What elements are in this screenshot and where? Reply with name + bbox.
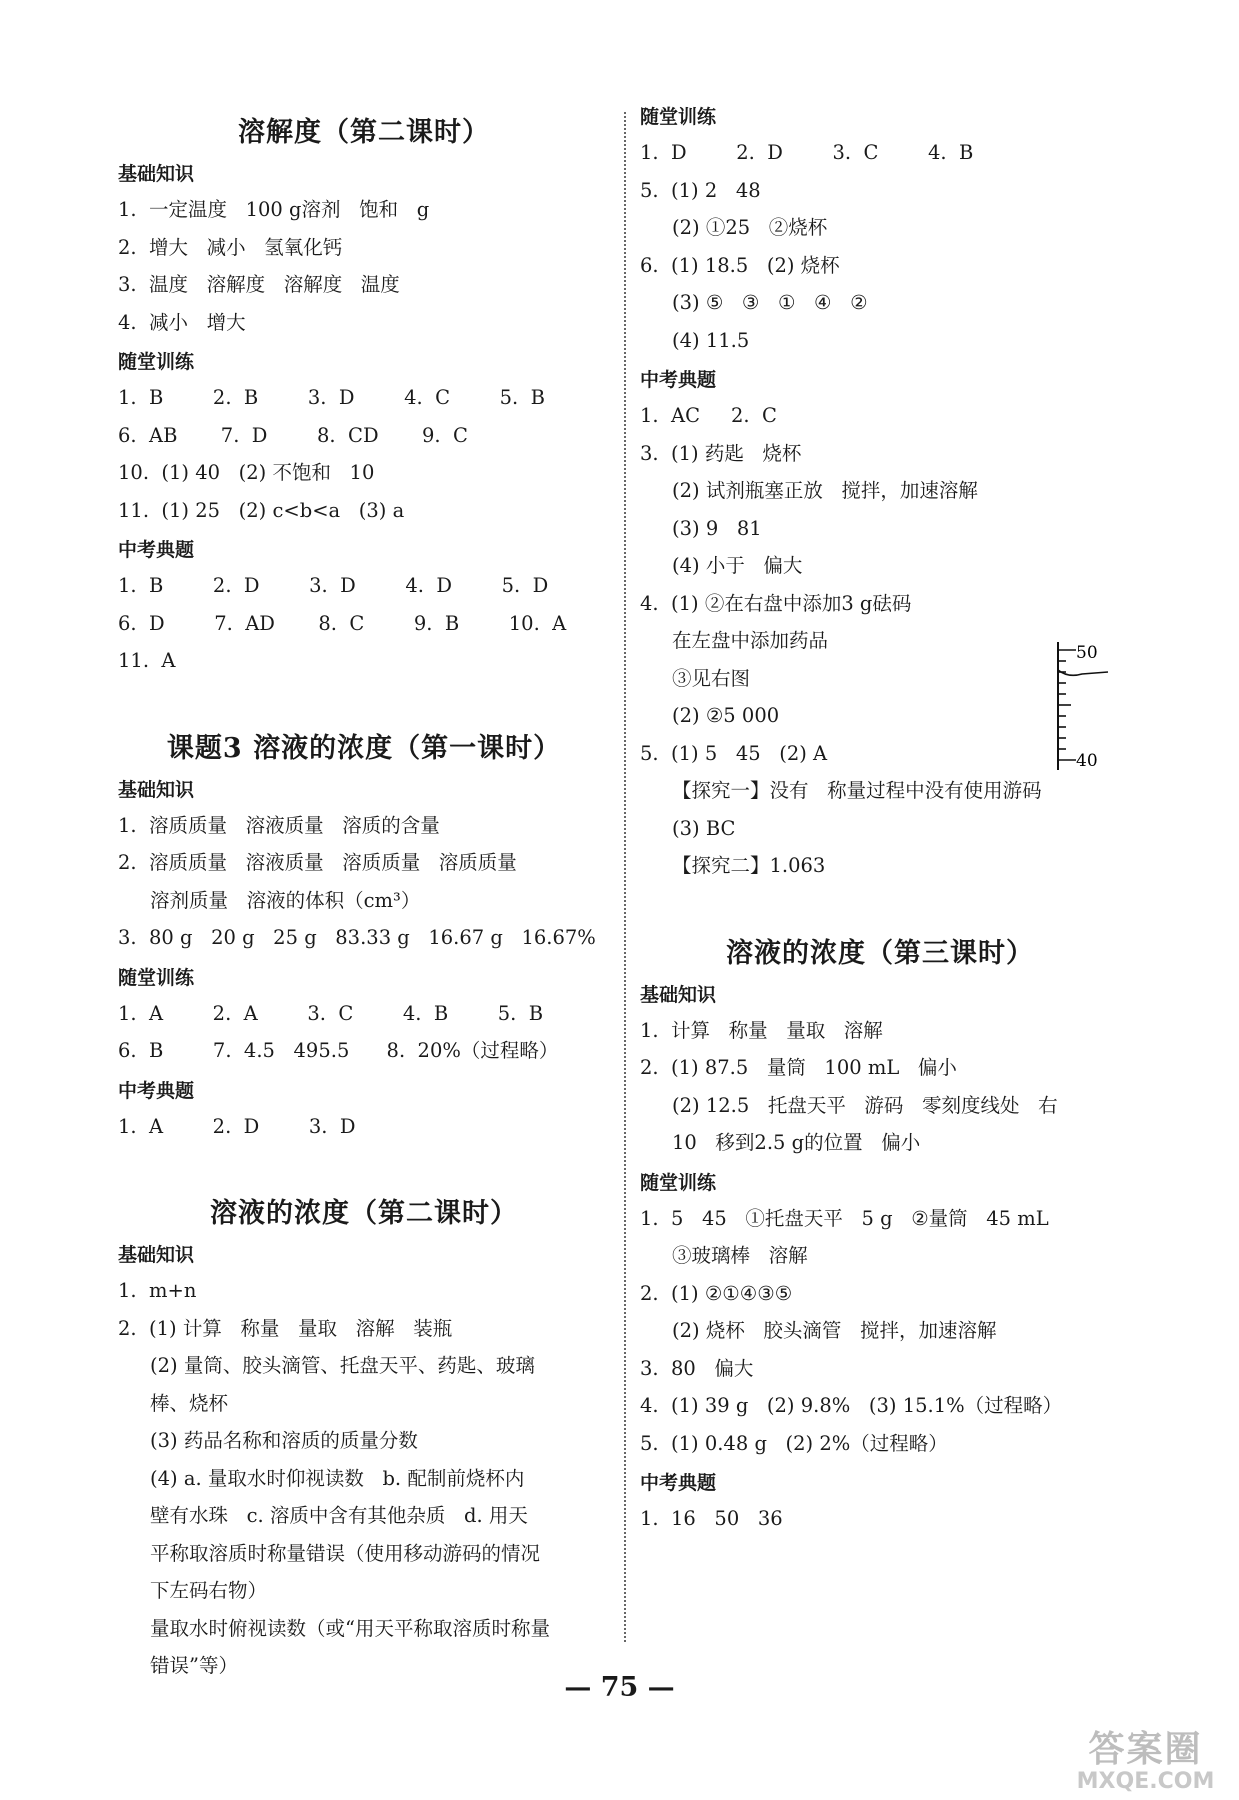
answer-line: 1. 5 45 ①托盘天平 5 g ②量筒 45 mL (640, 1206, 1049, 1230)
answer-line-continued: (2) 12.5 托盘天平 游码 零刻度线处 右 (672, 1093, 1058, 1117)
answer-line-continued: (2) 烧杯 胶头滴管 搅拌，加速溶解 (672, 1319, 997, 1342)
answer-line-continued: 平称取溶质时称量错误（使用移动游码的情况 (150, 1541, 541, 1565)
answer-line: 4. 减小 增大 (118, 310, 246, 334)
answer-line: 2. (1) 计算 称量 量取 溶解 装瓶 (118, 1316, 453, 1340)
answer-line: 1. m+n (118, 1279, 197, 1302)
page-number: — 75 — (564, 1672, 675, 1703)
subsection-heading: 基础知识 (118, 1244, 195, 1266)
answer-line-continued: (3) 9 81 (672, 516, 762, 540)
answer-line: 6. D 7. AD 8. C 9. B 10. A (118, 611, 567, 635)
section-title: 课题3 溶液的浓度（第一课时） (166, 732, 562, 764)
answer-line: 3. 温度 溶解度 溶解度 温度 (118, 273, 400, 296)
subsection-heading: 基础知识 (640, 983, 717, 1006)
answer-line-continued: ③玻璃棒 溶解 (672, 1244, 808, 1267)
answer-line-continued: (3) 药品名称和溶质的质量分数 (150, 1429, 418, 1452)
section-title: 溶液的浓度（第三课时） (726, 937, 1034, 969)
answer-line-continued: (3) ⑤ ③ ① ④ ② (672, 291, 868, 314)
subsection-heading: 随堂训练 (118, 351, 195, 373)
subsection-heading: 中考典题 (640, 369, 717, 391)
subsection-heading: 基础知识 (118, 778, 195, 801)
answer-line: 1. B 2. D 3. D 4. D 5. D (118, 574, 549, 597)
answer-line: 11. A (118, 649, 176, 672)
section-gap (640, 885, 1120, 917)
subsection-heading: 随堂训练 (640, 106, 717, 128)
answer-line-continued: (4) 11.5 (672, 328, 750, 352)
ruler-label-50: 50 (1076, 643, 1098, 663)
answer-line: 5. (1) 0.48 g (2) 2%（过程略） (640, 1431, 948, 1455)
answer-line: 2. 增大 减小 氢氧化钙 (118, 235, 343, 259)
answer-line: 11. (1) 25 (2) c<b<a (3) a (118, 498, 405, 522)
subsection-heading: 中考典题 (640, 1472, 717, 1494)
section-title: 溶液的浓度（第二课时） (210, 1198, 518, 1229)
answer-line-continued: 【探究二】1.063 (672, 854, 826, 877)
section-title: 溶解度（第二课时） (238, 117, 490, 148)
answer-line-continued: 棒、烧杯 (150, 1391, 229, 1415)
left-column (118, 96, 610, 1685)
answer-line: 5. (1) 2 48 (640, 178, 761, 202)
answer-line: 2. (1) ②①④③⑤ (640, 1281, 793, 1305)
answer-line-continued: (2) 量筒、胶头滴管、托盘天平、药匙、玻璃 (150, 1354, 535, 1377)
answer-line: 1. 溶质质量 溶液质量 溶质的含量 (118, 813, 440, 837)
subsection-heading: 中考典题 (118, 1079, 195, 1102)
answer-line-continued: 量取水时俯视读数（或“用天平称取溶质时称量 (150, 1616, 550, 1640)
answer-line: 1. A 2. A 3. C 4. B 5. B (118, 1001, 544, 1025)
answer-line-continued: (2) ①25 ②烧杯 (672, 216, 828, 239)
answer-line: 1. AC 2. C (640, 404, 777, 427)
answer-line: 1. D 2. D 3. C 4. B (640, 141, 974, 164)
answer-line: 10. (1) 40 (2) 不饱和 10 (118, 461, 375, 484)
answer-line: 2. (1) 87.5 量筒 100 mL 偏小 (640, 1056, 957, 1079)
column-divider (624, 112, 626, 1642)
answer-line-continued: 下左码右物） (150, 1579, 268, 1602)
right-column (640, 96, 1120, 1538)
watermark-url: MXQE.COM (1076, 1769, 1215, 1794)
answer-line-continued: (3) BC (672, 816, 736, 840)
answer-line-continued: (4) a. 量取水时仰视读数 b. 配制前烧杯内 (150, 1466, 525, 1490)
subsection-heading: 随堂训练 (640, 1171, 717, 1194)
answer-line: 1. 计算 称量 量取 溶解 (640, 1018, 883, 1042)
answer-line-continued: 壁有水珠 c. 溶质中含有其他杂质 d. 用天 (150, 1504, 528, 1527)
answer-line-continued: (4) 小于 偏大 (672, 554, 803, 577)
answer-line: 1. A 2. D 3. D (118, 1114, 356, 1138)
answer-line-continued: (2) ②5 000 (672, 704, 780, 727)
answer-line: 1. 一定温度 100 g溶剂 饱和 g (118, 198, 430, 221)
answer-line-continued: 10 移到2.5 g的位置 偏小 (672, 1131, 921, 1154)
ruler-label-40: 40 (1076, 751, 1098, 771)
answer-line: 1. 16 50 36 (640, 1507, 783, 1530)
subsection-heading: 随堂训练 (118, 966, 195, 989)
answer-line: 2. 溶质质量 溶液质量 溶质质量 溶质质量 (118, 851, 517, 874)
section-gap (118, 680, 610, 712)
answer-line: 1. B 2. B 3. D 4. C 5. B (118, 386, 545, 409)
graduated-cylinder-figure (1048, 636, 1128, 776)
answer-line-continued: 溶剂质量 溶液的体积（cm³） (150, 888, 421, 912)
section-gap (118, 1145, 610, 1177)
answer-line: 3. 80 g 20 g 25 g 83.33 g 16.67 g 16.67% (118, 926, 596, 949)
answer-line-continued: 【探究一】没有 称量过程中没有使用游码 (672, 779, 1042, 802)
answer-line-continued: 错误”等） (150, 1654, 238, 1677)
answer-line: 3. 80 偏大 (640, 1356, 754, 1380)
answer-line-continued: (2) 试剂瓶塞正放 搅拌，加速溶解 (672, 479, 978, 502)
answer-line: 6. B 7. 4.5 495.5 8. 20%（过程略） (118, 1039, 559, 1062)
site-watermark (1058, 1730, 1233, 1796)
answer-line: 5. (1) 5 45 (2) A (640, 741, 828, 765)
answer-line-continued: 在左盘中添加药品 (672, 629, 829, 652)
answer-line: 6. (1) 18.5 (2) 烧杯 (640, 253, 840, 277)
subsection-heading: 中考典题 (118, 539, 195, 561)
subsection-heading: 基础知识 (118, 163, 195, 185)
answer-line: 6. AB 7. D 8. CD 9. C (118, 423, 468, 447)
answer-line: 4. (1) ②在右盘中添加3 g砝码 (640, 591, 912, 615)
answer-line-continued: ③见右图 (672, 666, 751, 690)
watermark-logo-text: 答案圈 (1088, 1729, 1203, 1770)
answer-line: 3. (1) 药匙 烧杯 (640, 441, 802, 465)
answer-line: 4. (1) 39 g (2) 9.8% (3) 15.1%（过程略） (640, 1394, 1063, 1417)
